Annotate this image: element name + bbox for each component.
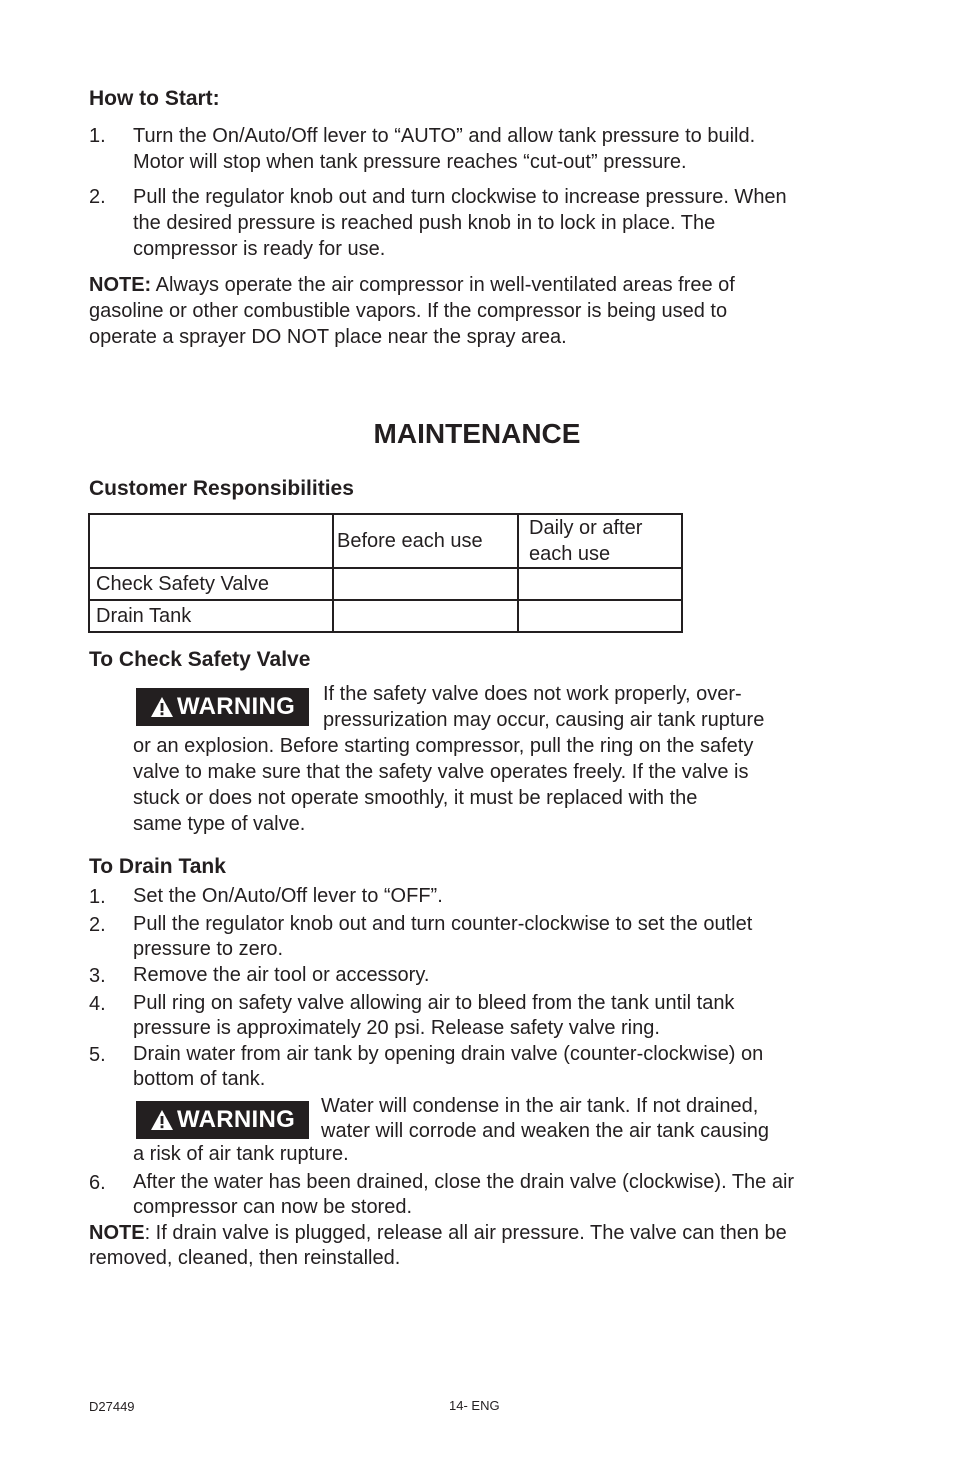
note-line: operate a sprayer DO NOT place near the spray area. bbox=[89, 326, 567, 348]
note-label: NOTE bbox=[89, 1222, 145, 1244]
list-item-line: Motor will stop when tank pressure reaches “cut-out” pressure. bbox=[133, 151, 687, 173]
table-header-row bbox=[89, 514, 682, 568]
paragraph-line: or an explosion. Before starting compressor, pull the ring on the safety bbox=[133, 735, 754, 757]
step-number: 1. bbox=[89, 125, 106, 147]
list-item bbox=[133, 963, 429, 988]
list-item-line: bottom of tank. bbox=[133, 1067, 266, 1090]
table-header-cell bbox=[518, 514, 682, 568]
step-number: 2. bbox=[89, 914, 106, 936]
list-item bbox=[133, 184, 787, 262]
note-paragraph bbox=[89, 272, 735, 350]
list-item-line: compressor can now be stored. bbox=[133, 1195, 413, 1218]
customer-responsibilities-heading: Customer Responsibilities bbox=[89, 477, 354, 500]
warning-line: If the safety valve does not work properly, over- bbox=[323, 683, 742, 705]
warning-line: water will corrode and weaken the air tank causing bbox=[321, 1119, 770, 1142]
step-number: 6. bbox=[89, 1172, 106, 1194]
drain-note-paragraph bbox=[89, 1221, 787, 1270]
paragraph-line: valve to make sure that the safety valve operates freely. If the valve is bbox=[133, 761, 749, 783]
list-item-line: Turn the On/Auto/Off lever to “AUTO” and allow tank pressure to build. bbox=[133, 125, 756, 147]
header-line: each use bbox=[529, 543, 611, 565]
responsibilities-table bbox=[88, 513, 683, 633]
list-item bbox=[133, 884, 443, 909]
maintenance-title: MAINTENANCE bbox=[373, 418, 581, 449]
table-cell bbox=[333, 600, 518, 632]
note-line: removed, cleaned, then reinstalled. bbox=[89, 1246, 401, 1269]
warning-label: WARNING bbox=[176, 1106, 296, 1133]
table-header-cell bbox=[89, 514, 333, 568]
warning-triangle-icon bbox=[150, 696, 174, 718]
warning-badge bbox=[136, 1101, 309, 1139]
list-item-line: Pull the regulator knob out and turn counter-clockwise to set the outlet bbox=[133, 913, 753, 935]
note-line: gasoline or other combustible vapors. If the compressor is being used to bbox=[89, 300, 728, 322]
warning-text bbox=[321, 1094, 769, 1143]
list-item-line: Set the On/Auto/Off lever to “OFF”. bbox=[133, 885, 443, 907]
warning-line: pressurization may occur, causing air tank rupture bbox=[323, 709, 765, 731]
warning-label: WARNING bbox=[176, 693, 296, 720]
list-item bbox=[133, 912, 752, 961]
step-number: 2. bbox=[89, 186, 106, 208]
table-header-cell: Before each use bbox=[333, 514, 518, 568]
list-item-line: pressure is approximately 20 psi. Release safety valve ring. bbox=[133, 1016, 660, 1039]
table-cell bbox=[333, 568, 518, 600]
step-number: 3. bbox=[89, 965, 106, 987]
warning-triangle-icon bbox=[150, 1109, 174, 1131]
table-cell bbox=[518, 600, 682, 632]
list-item-line: After the water has been drained, close the drain valve (clockwise). The air bbox=[133, 1171, 795, 1193]
step-number: 5. bbox=[89, 1044, 106, 1066]
check-valve-paragraph bbox=[133, 733, 753, 837]
note-label: NOTE: bbox=[89, 274, 152, 296]
warning-line: Water will condense in the air tank. If not drained, bbox=[321, 1095, 759, 1117]
drain-tank-heading: To Drain Tank bbox=[89, 855, 226, 878]
table-row bbox=[89, 568, 682, 600]
list-item-line: Drain water from air tank by opening drain valve (counter-clockwise) on bbox=[133, 1043, 764, 1065]
how-to-start-heading: How to Start: bbox=[89, 87, 220, 110]
check-valve-heading: To Check Safety Valve bbox=[89, 648, 311, 671]
list-item-line: pressure to zero. bbox=[133, 937, 284, 960]
list-item bbox=[133, 1170, 794, 1219]
warning-badge bbox=[136, 688, 309, 726]
step-number: 1. bbox=[89, 886, 106, 908]
table-cell: Check Safety Valve bbox=[89, 568, 333, 600]
warning-line: a risk of air tank rupture. bbox=[133, 1143, 349, 1165]
page-number: 14- ENG bbox=[449, 1398, 500, 1413]
list-item bbox=[133, 1042, 763, 1091]
model-number: D27449 bbox=[89, 1399, 135, 1414]
step-number: 4. bbox=[89, 993, 106, 1015]
note-line: : If drain valve is plugged, release all air pressure. The valve can then be bbox=[144, 1222, 787, 1244]
table-cell: Drain Tank bbox=[89, 600, 333, 632]
list-item bbox=[133, 991, 734, 1040]
warning-text bbox=[323, 681, 764, 733]
list-item-line: the desired pressure is reached push knob in to lock in place. The bbox=[133, 212, 716, 234]
list-item-line: Pull the regulator knob out and turn clockwise to increase pressure. When bbox=[133, 186, 787, 208]
header-line: Daily or after bbox=[529, 517, 643, 539]
list-item-line: Pull ring on safety valve allowing air to bleed from the tank until tank bbox=[133, 992, 735, 1014]
list-item bbox=[133, 123, 755, 175]
table-row bbox=[89, 600, 682, 632]
table-cell bbox=[518, 568, 682, 600]
note-line: Always operate the air compressor in well-ventilated areas free of bbox=[151, 274, 735, 296]
warning-text-continued bbox=[133, 1142, 349, 1167]
paragraph-line: same type of valve. bbox=[133, 813, 306, 835]
paragraph-line: stuck or does not operate smoothly, it must be replaced with the bbox=[133, 787, 698, 809]
list-item-line: Remove the air tool or accessory. bbox=[133, 964, 430, 986]
list-item-line: compressor is ready for use. bbox=[133, 238, 386, 260]
